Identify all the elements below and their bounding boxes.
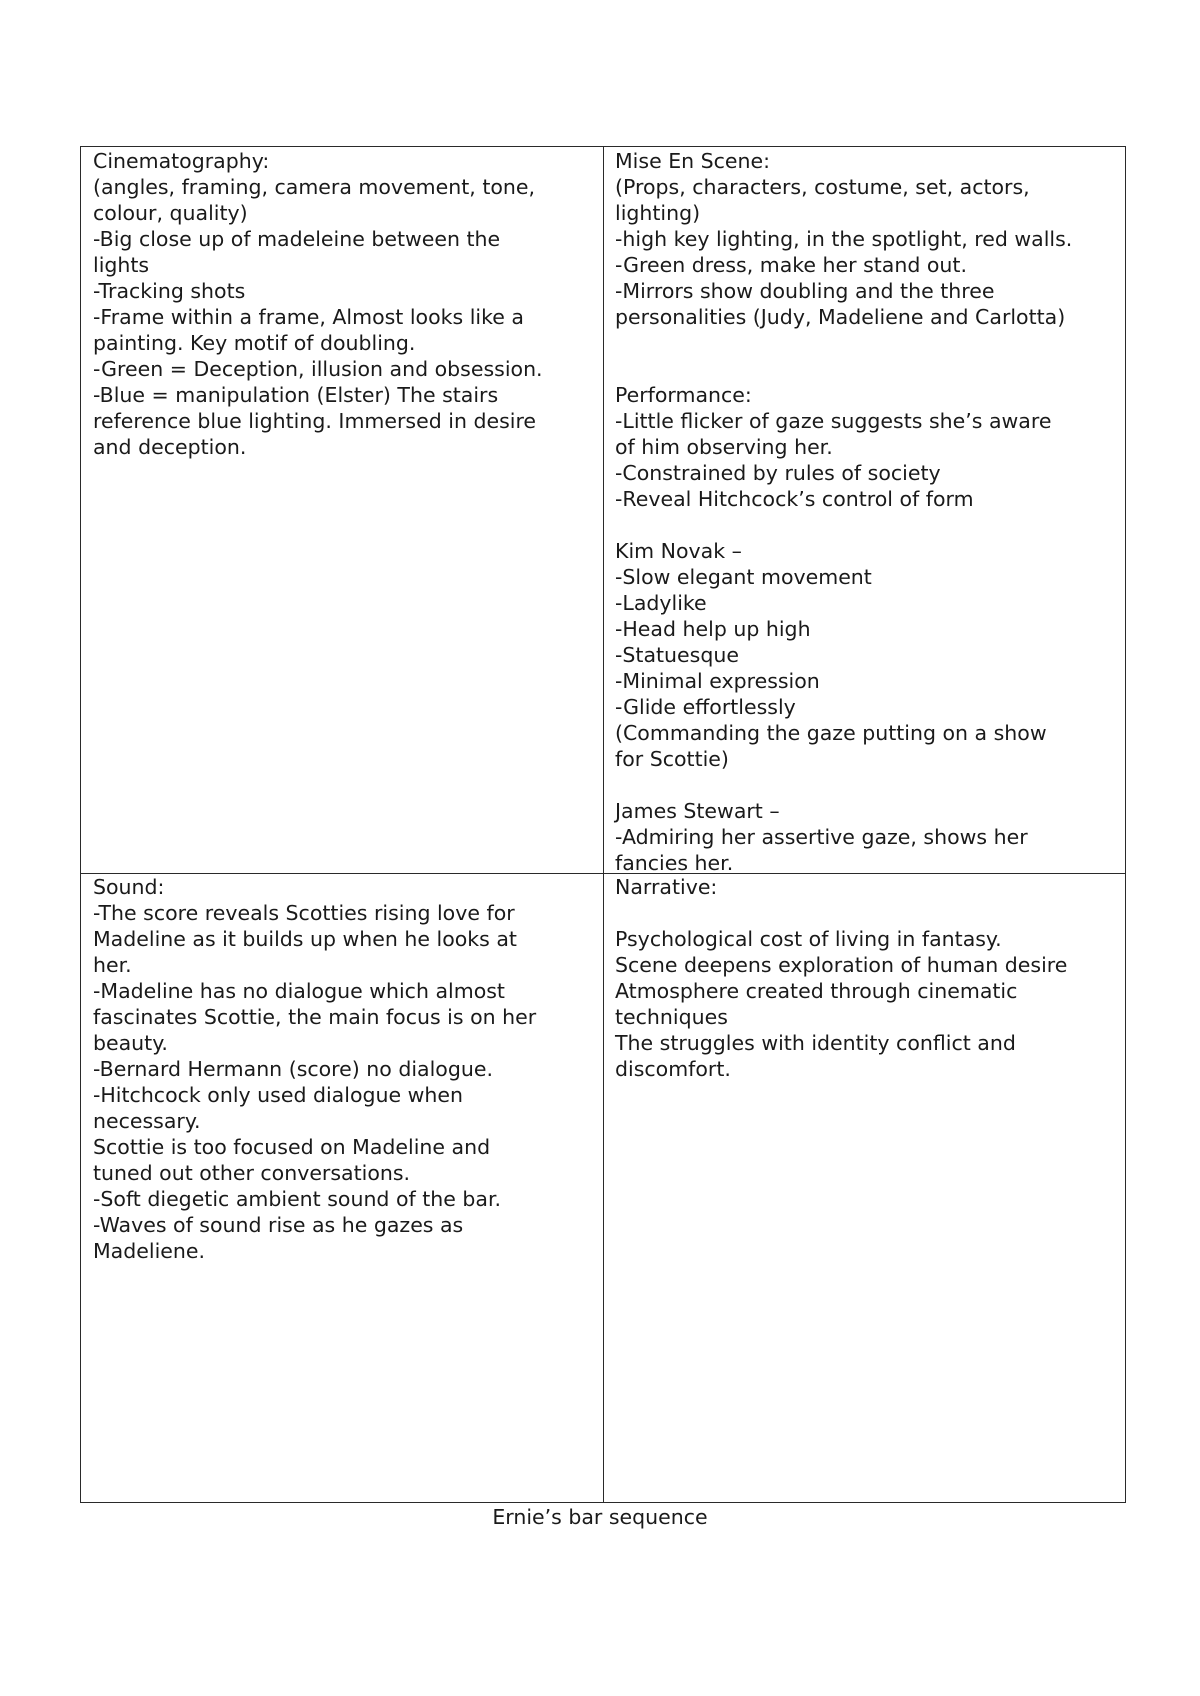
cell-text-line: -Glide effortlessly [615,695,796,719]
analysis-table [80,146,1126,1503]
cell-text-line: Atmosphere created through cinematic [615,979,1018,1003]
cell-text-line: -Madeline has no dialogue which almost [93,979,505,1003]
cell-text-line: necessary. [93,1109,201,1133]
cell-text-line: -Statuesque [615,643,739,667]
cell-text-line: lights [93,253,150,277]
cell-text-line: for Scottie) [615,747,729,771]
cell-heading: Cinematography: [93,149,270,173]
cell-text-line: (Commanding the gaze putting on a show [615,721,1047,745]
cell-text-line: -Admiring her assertive gaze, shows her [615,825,1028,849]
cell-text-line: Scene deepens exploration of human desire [615,953,1068,977]
cell-text-line: -Head help up high [615,617,811,641]
cell-text-line: of him observing her. [615,435,833,459]
cell-text-line: Scottie is too focused on Madeline and [93,1135,491,1159]
mise-en-scene-cell [605,148,1125,873]
cell-text-line: -Minimal expression [615,669,820,693]
cell-text-line: Performance: [615,383,752,407]
cell-text-line: -Mirrors show doubling and the three [615,279,995,303]
cell-text-line [615,330,1115,356]
cell-text-line: -Slow elegant movement [615,565,872,589]
cell-text-line: personalities (Judy, Madeliene and Carlotta) [615,305,1066,329]
cell-text-line [615,900,1115,926]
cell-text-line: -Waves of sound rise as he gazes as [93,1213,464,1237]
cell-text-line: -Big close up of madeleine between the [93,227,501,251]
cell-text-line: Madeliene. [93,1239,205,1263]
cell-text-line: reference blue lighting. Immersed in desire [93,409,537,433]
cell-text-line: her. [93,953,132,977]
cell-text-line: -Hitchcock only used dialogue when [93,1083,463,1107]
cell-text-line: (Props, characters, costume, set, actors, [615,175,1030,199]
cell-text-line: -Tracking shots [93,279,246,303]
cell-text-line: Psychological cost of living in fantasy. [615,927,1002,951]
cell-text-line [615,772,1115,798]
cell-text-line: painting. Key motif of doubling. [93,331,416,355]
cell-text-line: -Soft diegetic ambient sound of the bar. [93,1187,502,1211]
cell-text-line: -Ladylike [615,591,707,615]
cinematography-cell [83,148,603,873]
narrative-cell [605,874,1125,1502]
sound-cell [83,874,603,1502]
cell-text-line: -Green dress, make her stand out. [615,253,967,277]
cell-text-line: discomfort. [615,1057,731,1081]
cell-text-line: James Stewart – [615,799,780,823]
table-vertical-divider [603,147,604,1502]
cell-text-line [615,356,1115,382]
table-caption: Ernie’s bar sequence [492,1505,708,1529]
cell-text-line: fascinates Scottie, the main focus is on her [93,1005,537,1029]
cell-text-line: -Bernard Hermann (score) no dialogue. [93,1057,493,1081]
cell-text-line: The struggles with identity conflict and [615,1031,1016,1055]
cell-text-line: and deception. [93,435,247,459]
cell-text-line: -Reveal Hitchcock’s control of form [615,487,974,511]
cell-text-line: tuned out other conversations. [93,1161,411,1185]
cell-text-line: Kim Novak – [615,539,742,563]
cell-text-line: colour, quality) [93,201,248,225]
cell-text-line: -Constrained by rules of society [615,461,941,485]
cell-heading: Mise En Scene: [615,149,771,173]
cell-text-line: lighting) [615,201,701,225]
cell-text-line: beauty. [93,1031,168,1055]
cell-text-line: (angles, framing, camera movement, tone, [93,175,536,199]
cell-text-line: -high key lighting, in the spotlight, red walls. [615,227,1073,251]
cell-text-line: -Green = Deception, illusion and obsession. [93,357,543,381]
cell-text-line: techniques [615,1005,728,1029]
cell-text-line: -Little flicker of gaze suggests she’s aware [615,409,1052,433]
cell-text-line: -Frame within a frame, Almost looks like a [93,305,524,329]
cell-heading: Narrative: [615,875,718,899]
cell-text-line: Madeline as it builds up when he looks at [93,927,517,951]
cell-text-line: -Blue = manipulation (Elster) The stairs [93,383,499,407]
cell-text-line: -The score reveals Scotties rising love for [93,901,515,925]
cell-text-line: fancies her. [615,851,734,875]
cell-heading: Sound: [93,875,165,899]
cell-text-line [615,512,1115,538]
